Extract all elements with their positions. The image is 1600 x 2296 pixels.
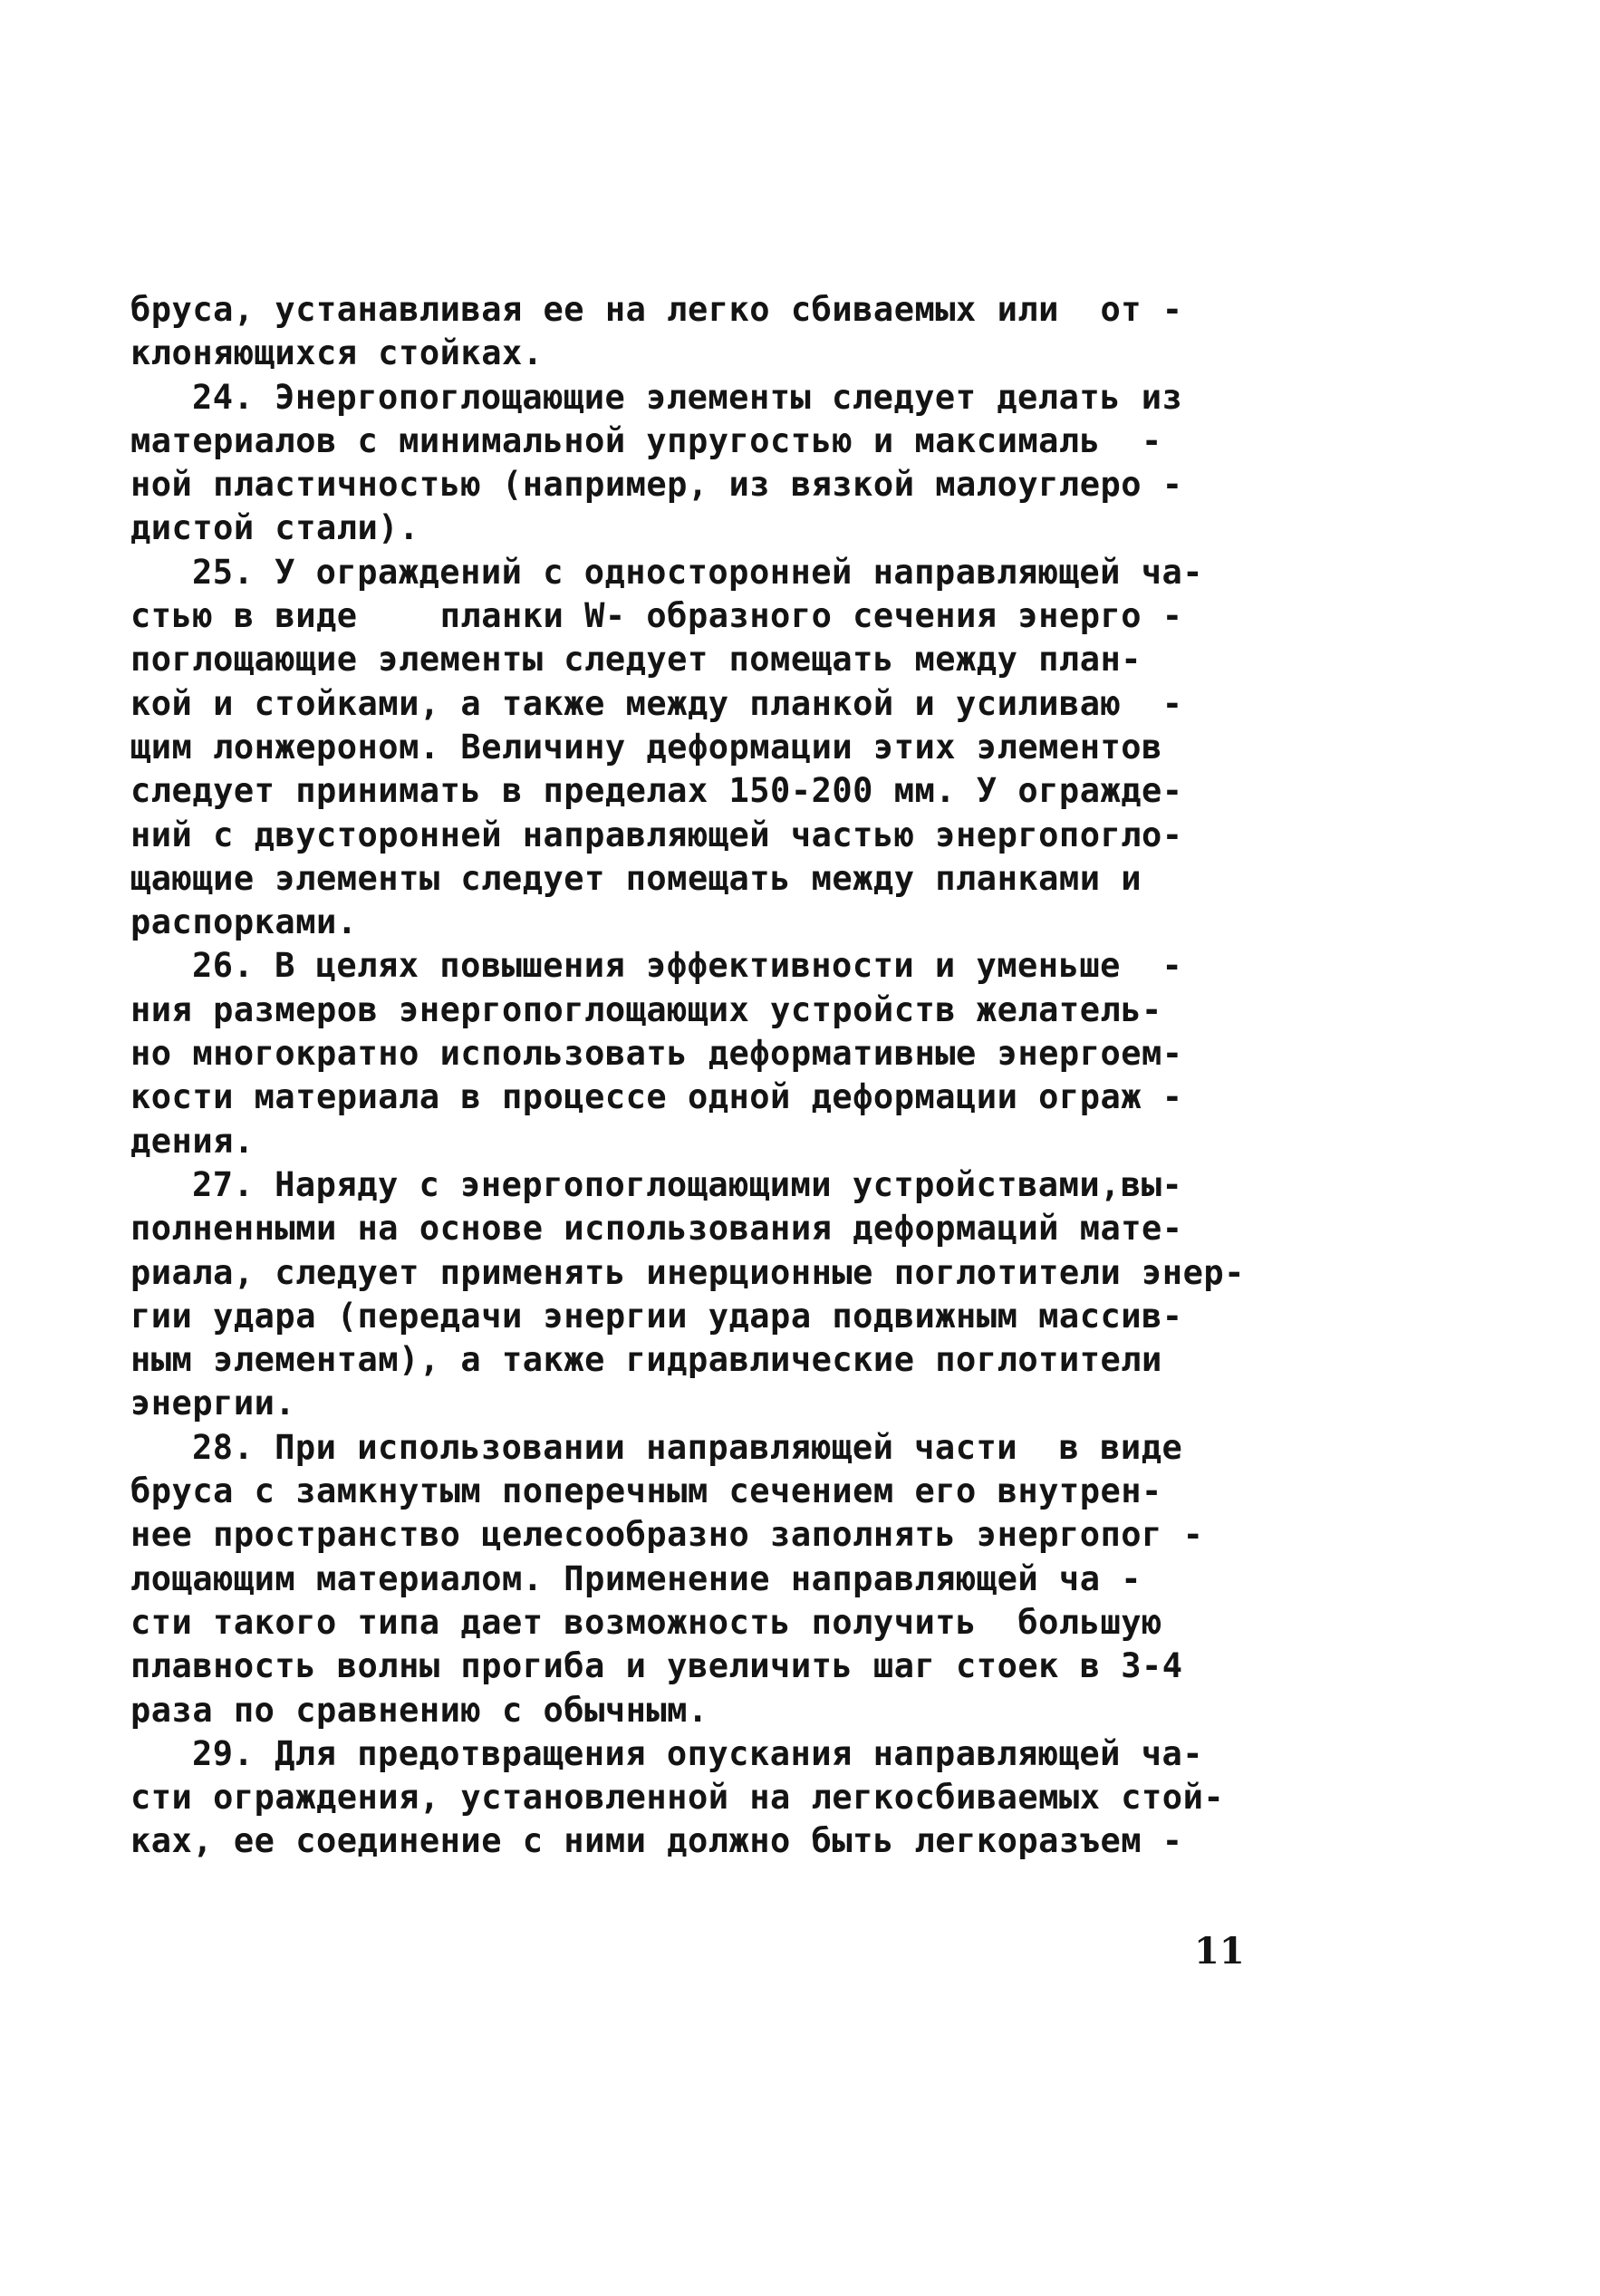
text-line: сти ограждения, установленной на легкосбиваемых стой- bbox=[130, 1778, 1225, 1818]
text-line: ной пластичностью (например, из вязкой малоуглеро - bbox=[130, 465, 1183, 505]
text-line: сти такого типа дает возможность получить большую bbox=[130, 1602, 1162, 1642]
text-line: 28. При использовании направляющей части в виде bbox=[192, 1427, 1183, 1467]
text-line: ках, ее соединение с ними должно быть легкоразъем - bbox=[130, 1821, 1183, 1861]
text-line: плавность волны прогиба и увеличить шаг стоек в 3-4 bbox=[130, 1646, 1183, 1686]
text-line: распорками. bbox=[130, 902, 358, 942]
text-line: 24. Энергопоглощающие элементы следует делать из bbox=[192, 377, 1183, 417]
text-line: щающие элементы следует помещать между планками и bbox=[130, 858, 1142, 898]
text-line: стью в виде планки W- образного сечения энерго - bbox=[130, 596, 1183, 636]
text-line: но многократно использовать деформативные энергоем- bbox=[130, 1034, 1183, 1074]
text-line: дения. bbox=[130, 1121, 255, 1161]
text-line: 25. У ограждений с односторонней направляющей ча- bbox=[192, 552, 1204, 592]
text-line: ний с двусторонней направляющей частью энергопогло- bbox=[130, 815, 1183, 854]
text-line: материалов с минимальной упругостью и максималь - bbox=[130, 420, 1162, 460]
text-line: нее пространство целесообразно заполнять энергопог - bbox=[130, 1515, 1204, 1555]
paragraph-29 bbox=[130, 1732, 1250, 1864]
text-line: энергии. bbox=[130, 1384, 296, 1423]
text-line: кой и стойками, а также между планкой и усиливаю - bbox=[130, 683, 1183, 723]
text-line: кости материала в процессе одной деформации ограж - bbox=[130, 1077, 1183, 1117]
paragraph-continuation bbox=[130, 288, 1250, 376]
text-line: бруса, устанавливая ее на легко сбиваемых или от - bbox=[130, 290, 1183, 329]
text-line: лощающим материалом. Применение направляющей ча - bbox=[130, 1558, 1142, 1598]
body-text bbox=[130, 288, 1250, 1864]
text-line: гии удара (передачи энергии удара подвижным массив- bbox=[130, 1296, 1183, 1336]
text-line: раза по сравнению с обычным. bbox=[130, 1690, 708, 1730]
paragraph-28 bbox=[130, 1426, 1250, 1732]
paragraph-27 bbox=[130, 1163, 1250, 1426]
text-line: бруса с замкнутым поперечным сечением его внутрен- bbox=[130, 1471, 1162, 1511]
paragraph-26 bbox=[130, 944, 1250, 1162]
text-line: следует принимать в пределах 150-200 мм. У огражде- bbox=[130, 771, 1183, 811]
text-line: дистой стали). bbox=[130, 508, 419, 548]
page-number: 11 bbox=[1194, 1930, 1245, 1973]
paragraph-25 bbox=[130, 551, 1250, 945]
paragraph-24 bbox=[130, 376, 1250, 551]
text-line: 29. Для предотвращения опускания направляющей ча- bbox=[192, 1733, 1204, 1773]
text-line: 27. Наряду с энергопоглощающими устройствами,вы- bbox=[192, 1164, 1183, 1204]
text-line: риала, следует применять инерционные поглотители энер- bbox=[130, 1252, 1245, 1292]
text-line: клоняющихся стойках. bbox=[130, 333, 544, 373]
text-line: поглощающие элементы следует помещать между план- bbox=[130, 640, 1142, 680]
text-line: ния размеров энергопоглощающих устройств желатель- bbox=[130, 989, 1162, 1029]
text-line: ным элементам), а также гидравлические поглотители bbox=[130, 1340, 1162, 1380]
text-line: 26. В целях повышения эффективности и уменьше - bbox=[192, 946, 1183, 986]
text-line: полненными на основе использования деформаций мате- bbox=[130, 1209, 1183, 1249]
text-line: щим лонжероном. Величину деформации этих элементов bbox=[130, 727, 1162, 767]
